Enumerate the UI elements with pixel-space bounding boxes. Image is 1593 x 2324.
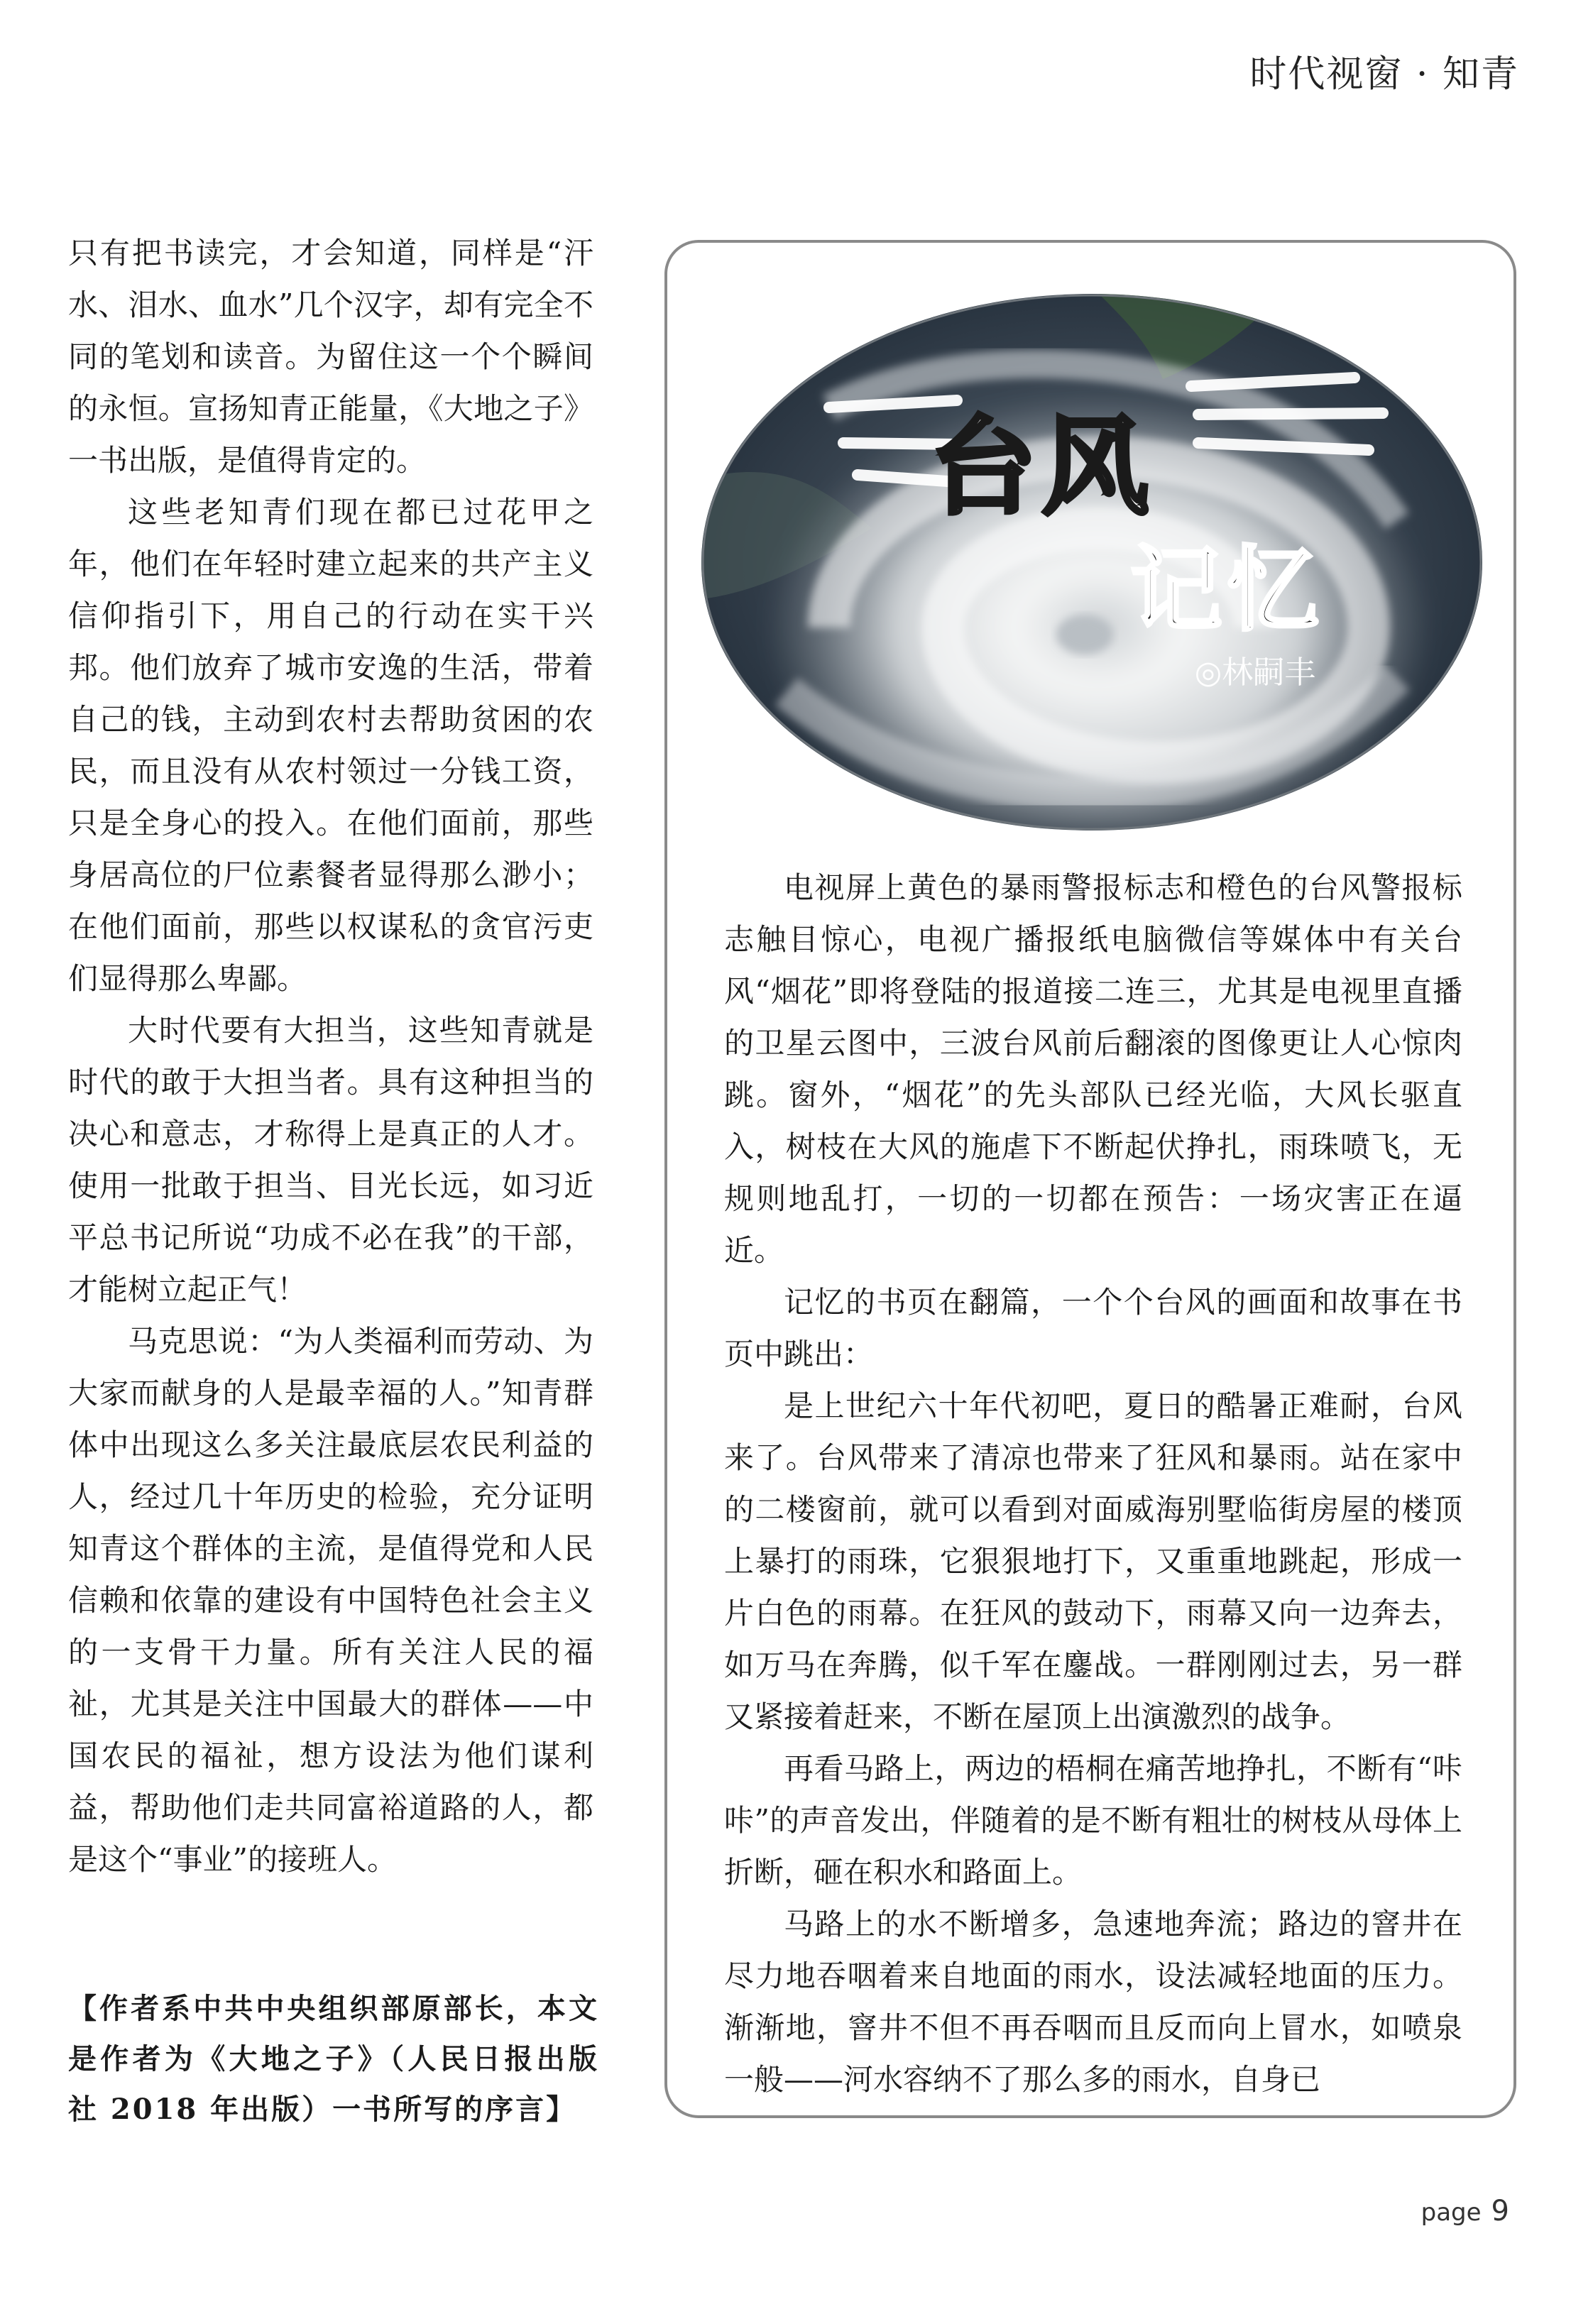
left-paragraph: 只有把书读完，才会知道，同样是“汗水、泪水、血水”几个汉字，却有完全不同的笔划和读音。为留住这一个个瞬间的永恒。宣扬知青正能量，《大地之子》一书出版，是值得肯定的。 [68, 236, 593, 478]
article-paragraph: 电视屏上黄色的暴雨警报标志和橙色的台风警报标志触目惊心，电视广播报纸电脑微信等媒体中有关台风“烟花”即将登陆的报道接二连三，尤其是电视里直播的卫星云图中，三波台风前后翻滚的图像更让人心惊肉跳。窗外，“烟花”的先头部队已经光临，大风长驱直入，树枝在大风的施虐下不断起伏挣扎，雨珠喷飞，无规则地乱打，一切的一切都在预告：一场灾害正在逼近。 [724, 870, 1462, 1268]
left-column [68, 227, 593, 1885]
article-author: ◎林嗣丰 [1194, 654, 1316, 691]
left-paragraph: 这些老知青们现在都已过花甲之年，他们在年轻时建立起来的共产主义信仰指引下，用自己的行动在实干兴邦。他们放弃了城市安逸的生活，带着自己的钱，主动到农村去帮助贫困的农民，而且没有从农村领过一分钱工资，只是全身心的投入。在他们面前，那些身居高位的尸位素餐者显得那么渺小；在他们面前，那些以权谋私的贪官污吏们显得那么卑鄙。 [68, 495, 593, 996]
page-number: 9 [1491, 2195, 1509, 2227]
typhoon-image [701, 294, 1482, 831]
page-label: page [1420, 2198, 1482, 2227]
article-paragraph: 是上世纪六十年代初吧，夏日的酷暑正难耐，台风来了。台风带来了清凉也带来了狂风和暴雨。站在家中的二楼窗前，就可以看到对面威海别墅临街房屋的楼顶上暴打的雨珠，它狠狠地打下，又重重地跳起，形成一片白色的雨幕。在狂风的鼓动下，雨幕又向一边奔去，如万马在奔腾，似千军在鏖战。一群刚刚过去，另一群又紧接着赶来，不断在屋顶上出演激烈的战争。 [724, 1388, 1462, 1734]
article-title-line1: 台风 [929, 406, 1155, 530]
article-paragraph: 再看马路上，两边的梧桐在痛苦地挣扎，不断有“咔咔”的声音发出，伴随着的是不断有粗壮的树枝从母体上折断，砸在积水和路面上。 [724, 1751, 1462, 1890]
page-footer [1421, 2195, 1509, 2227]
article-body [724, 862, 1462, 2105]
author-note: 【作者系中共中央组织部原部长，本文是作者为《大地之子》（人民日报出版社 2018 年出版）一书所写的序言】 [68, 1992, 599, 2126]
article-paragraph: 马路上的水不断增多，急速地奔流；路边的窨井在尽力地吞咽着来自地面的雨水，设法减轻地面的压力。渐渐地，窨井不但不再吞咽而且反而向上冒水，如喷泉一般——河水容纳不了那么多的雨水，自身已 [724, 1907, 1462, 2097]
left-paragraph: 马克思说：“为人类福利而劳动、为大家而献身的人是最幸福的人。”知青群体中出现这么多关注最底层农民利益的人，经过几十年历史的检验，充分证明知青这个群体的主流，是值得党和人民信赖和依靠的建设有中国特色社会主义的一支骨干力量。所有关注人民的福祉，尤其是关注中国最大的群体——中国农民的福祉，想方设法为他们谋利益，帮助他们走共同富裕道路的人，都是这个“事业”的接班人。 [68, 1324, 593, 1877]
article-panel [664, 240, 1516, 2118]
article-title-line2: 记忆 [1129, 536, 1324, 644]
section-header: 时代视窗 · 知青 [1249, 53, 1519, 96]
left-paragraph: 大时代要有大担当，这些知青就是时代的敢于大担当者。具有这种担当的决心和意志，才称得上是真正的人才。使用一批敢于担当、目光长远，如习近平总书记所说“功成不必在我”的干部，才能树立起正气！ [68, 1013, 593, 1307]
article-paragraph: 记忆的书页在翻篇，一个个台风的画面和故事在书页中跳出： [724, 1285, 1462, 1371]
